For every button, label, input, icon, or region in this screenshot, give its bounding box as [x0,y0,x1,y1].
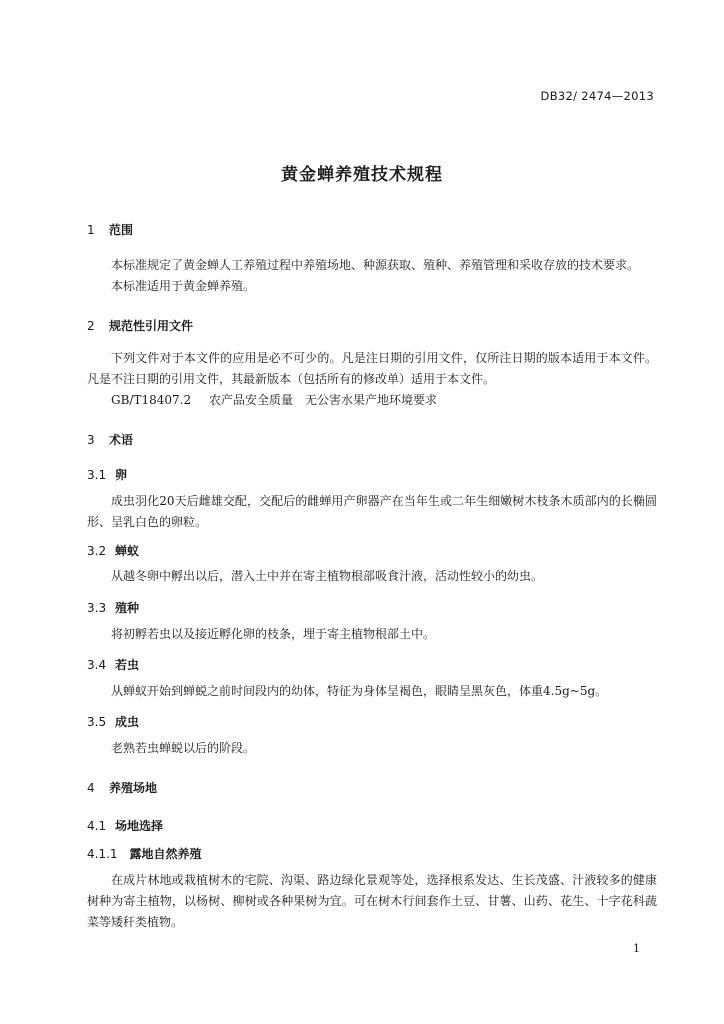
reference-title: 农产品安全质量 无公害水果产地环境要求 [209,393,438,407]
section-title: 成虫 [115,715,140,729]
section-heading-4 [87,779,157,796]
section-title: 场地选择 [115,819,164,833]
section-number: 2 [87,319,95,333]
page-number: 1 [633,942,640,955]
section-title: 露地自然养殖 [129,847,202,861]
paragraph: 将初孵若虫以及接近孵化卵的枝条，埋于寄主植物根部土中。 [111,627,436,641]
subsection-heading-3-2 [87,542,139,559]
section-title: 养殖场地 [109,781,158,795]
section-heading-1 [87,221,133,238]
section-number: 3 [87,433,95,447]
section-heading-2 [87,317,193,334]
paragraph: 从蝉蚁开始到蝉蜕之前时间段内的幼体，特征为身体呈褐色，眼睛呈黑灰色，体重4.5g~5g。 [111,684,608,698]
section-number: 4.1.1 [87,847,118,861]
section-title: 规范性引用文件 [109,319,194,333]
paragraph: 老熟若虫蝉蜕以后的阶段。 [111,741,256,755]
reference-id: GB/T18407.2 [111,393,192,407]
section-number: 3.4 [87,658,107,672]
section-number: 3.1 [87,468,107,482]
section-number: 3.3 [87,601,107,615]
subsection-heading-4-1 [87,817,163,834]
section-title: 若虫 [115,658,140,672]
section-title: 卵 [115,468,128,482]
subsection-heading-3-1 [87,466,127,483]
section-number: 3.5 [87,715,107,729]
section-title: 术语 [109,433,134,447]
section-number: 4 [87,781,95,795]
paragraph: 本标准适用于黄金蝉养殖。 [111,279,256,293]
section-number: 4.1 [87,819,107,833]
document-title: 黄金蝉养殖技术规程 [281,165,443,185]
section-heading-3 [87,431,133,448]
paragraph: 成虫羽化20天后雌雄交配，交配后的雌蝉用产卵器产在当年生或二年生细嫩树木枝条木质部内的长椭圆形、呈乳白色的卵粒。 [87,494,657,529]
section-title: 范围 [109,223,134,237]
section-number: 3.2 [87,544,107,558]
paragraph: 在成片林地或栽植树木的宅院、沟渠、路边绿化景观等处，选择根系发达、生长茂盛、汁液较多的健康树种为寄主植物，以杨树、柳树或各种果树为宜。可在树木行间套作土豆、甘薯、山药、花生、十字花科蔬菜等矮秆类植物。 [87,873,657,929]
normative-reference [87,390,657,411]
section-title: 殖种 [115,601,140,615]
subsection-heading-3-5 [87,713,139,730]
subsection-heading-4-1-1 [87,845,202,862]
standard-code: DB32/ 2474—2013 [540,89,654,103]
paragraph: 下列文件对于本文件的应用是必不可少的。凡是注日期的引用文件，仅所注日期的版本适用于本文件。凡是不注日期的引用文件，其最新版本（包括所有的修改单）适用于本文件。 [87,351,657,386]
subsection-heading-3-3 [87,599,139,616]
subsection-heading-3-4 [87,656,139,673]
paragraph: 本标准规定了黄金蝉人工养殖过程中养殖场地、种源获取、殖种、养殖管理和采收存放的技术要求。 [111,258,640,272]
section-title: 蝉蚁 [115,544,140,558]
section-number: 1 [87,223,95,237]
paragraph: 从越冬卵中孵出以后，潜入土中并在寄主植物根部吸食汁液，活动性较小的幼虫。 [111,569,544,583]
